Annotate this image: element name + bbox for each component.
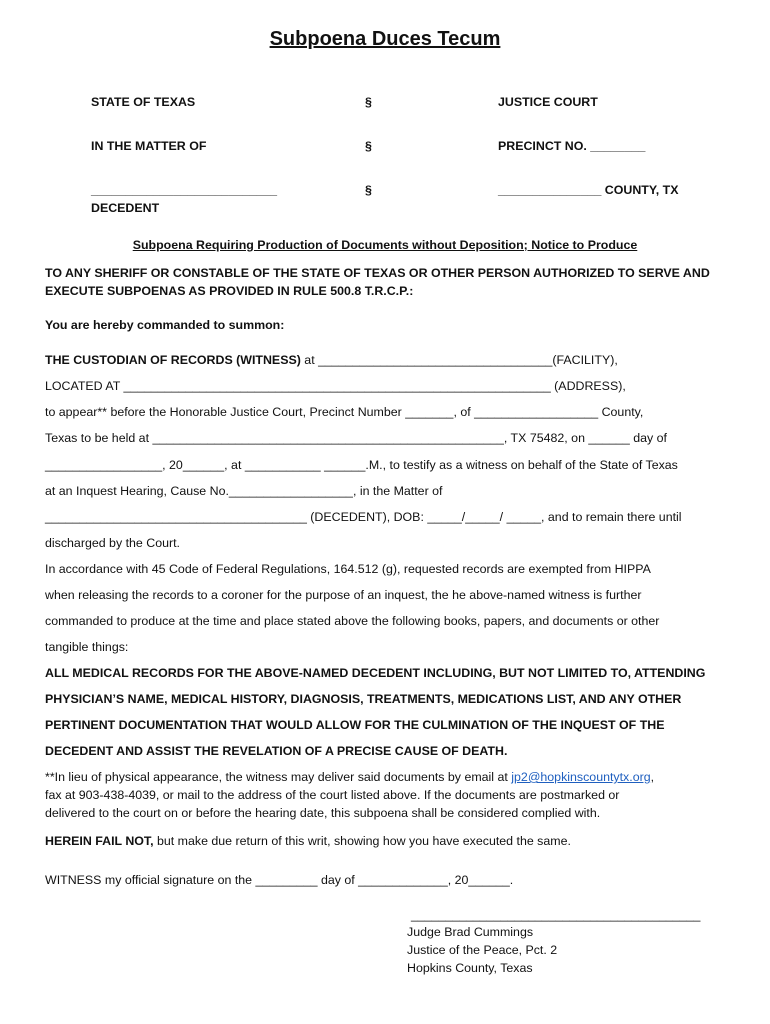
- caption-county: _______________ COUNTY, TX: [498, 183, 679, 197]
- judge-county: Hopkins County, Texas: [407, 961, 533, 975]
- records-line: DECEDENT AND ASSIST THE REVELATION OF A PRECISE CAUSE OF DEATH.: [45, 744, 508, 758]
- caption-state: STATE OF TEXAS: [91, 95, 196, 109]
- body-line: LOCATED AT ______________________________________________________________ (ADDRESS),: [45, 379, 626, 393]
- body-line: Texas to be held at ___________________________________________________, TX 75482, on ______ day of: [45, 431, 667, 445]
- subheading: Subpoena Requiring Production of Documents without Deposition; Notice to Produce: [132, 238, 638, 252]
- records-line: PHYSICIAN’S NAME, MEDICAL HISTORY, DIAGNOSIS, TREATMENTS, MEDICATIONS LIST, AND ANY OTHER: [45, 692, 682, 706]
- body-line: In accordance with 45 Code of Federal Regulations, 164.512 (g), requested records are exempted from HIPPA: [45, 562, 651, 576]
- body-line: commanded to produce at the time and place stated above the following books, papers, and documents or other: [45, 614, 660, 628]
- body-line: ______________________________________ (DECEDENT), DOB: _____/_____/ _____, and to remain there until: [45, 510, 682, 524]
- lieu-line: fax at 903-438-4039, or mail to the address of the court listed above. If the documents are postmarked or: [45, 788, 620, 802]
- signature-line: __________________________________________: [411, 908, 701, 922]
- custodian-label: THE CUSTODIAN OF RECORDS (WITNESS): [45, 353, 301, 367]
- address-line: EXECUTE SUBPOENAS AS PROVIDED IN RULE 500.8 T.R.C.P.:: [45, 284, 414, 298]
- fail-not-text: but make due return of this writ, showing how you have executed the same.: [153, 834, 571, 848]
- command-line: You are hereby commanded to summon:: [45, 318, 285, 332]
- records-line: ALL MEDICAL RECORDS FOR THE ABOVE-NAMED DECEDENT INCLUDING, BUT NOT LIMITED TO, ATTENDING: [45, 666, 706, 680]
- lieu-line: delivered to the court on or before the hearing date, this subpoena shall be considered complied with.: [45, 806, 601, 820]
- caption-decedent-blank: ___________________________: [91, 183, 278, 197]
- caption-court: JUSTICE COURT: [498, 95, 598, 109]
- body-line: tangible things:: [45, 640, 129, 654]
- caption-matter: IN THE MATTER OF: [91, 139, 207, 153]
- body-line: _________________, 20______, at ___________ ______.M., to testify as a witness on behalf of the State of Texas: [45, 458, 678, 472]
- lieu-line: [45, 770, 654, 784]
- witness-line: WITNESS my official signature on the _________ day of _____________, 20______.: [45, 873, 514, 887]
- custodian-line: [45, 353, 618, 367]
- fail-not-line: [45, 834, 571, 848]
- body-line: to appear** before the Honorable Justice Court, Precinct Number _______, of __________________ County,: [45, 405, 644, 419]
- email-link[interactable]: jp2@hopkinscountytx.org: [511, 770, 651, 784]
- document-title: Subpoena Duces Tecum: [269, 28, 501, 50]
- caption-section-mark: §: [365, 139, 372, 153]
- body-line: discharged by the Court.: [45, 536, 180, 550]
- fail-not-label: HEREIN FAIL NOT,: [45, 834, 154, 848]
- body-line: at an Inquest Hearing, Cause No.__________________, in the Matter of: [45, 484, 443, 498]
- caption-section-mark: §: [365, 183, 372, 197]
- caption-decedent-label: DECEDENT: [91, 201, 160, 215]
- address-line: TO ANY SHERIFF OR CONSTABLE OF THE STATE OF TEXAS OR OTHER PERSON AUTHORIZED TO SERVE AND: [45, 266, 710, 280]
- lieu-text: **In lieu of physical appearance, the witness may deliver said documents by email at: [45, 770, 512, 784]
- caption-section-mark: §: [365, 95, 372, 109]
- lieu-comma: ,: [650, 770, 655, 784]
- records-line: PERTINENT DOCUMENTATION THAT WOULD ALLOW FOR THE CULMINATION OF THE INQUEST OF THE: [45, 718, 665, 732]
- caption-precinct: PRECINCT NO. ________: [498, 139, 646, 153]
- facility-blank: at __________________________________(FACILITY),: [300, 353, 618, 367]
- judge-office: Justice of the Peace, Pct. 2: [407, 943, 558, 957]
- body-line: when releasing the records to a coroner for the purpose of an inquest, the he above-named witness is further: [45, 588, 642, 602]
- judge-name: Judge Brad Cummings: [407, 925, 534, 939]
